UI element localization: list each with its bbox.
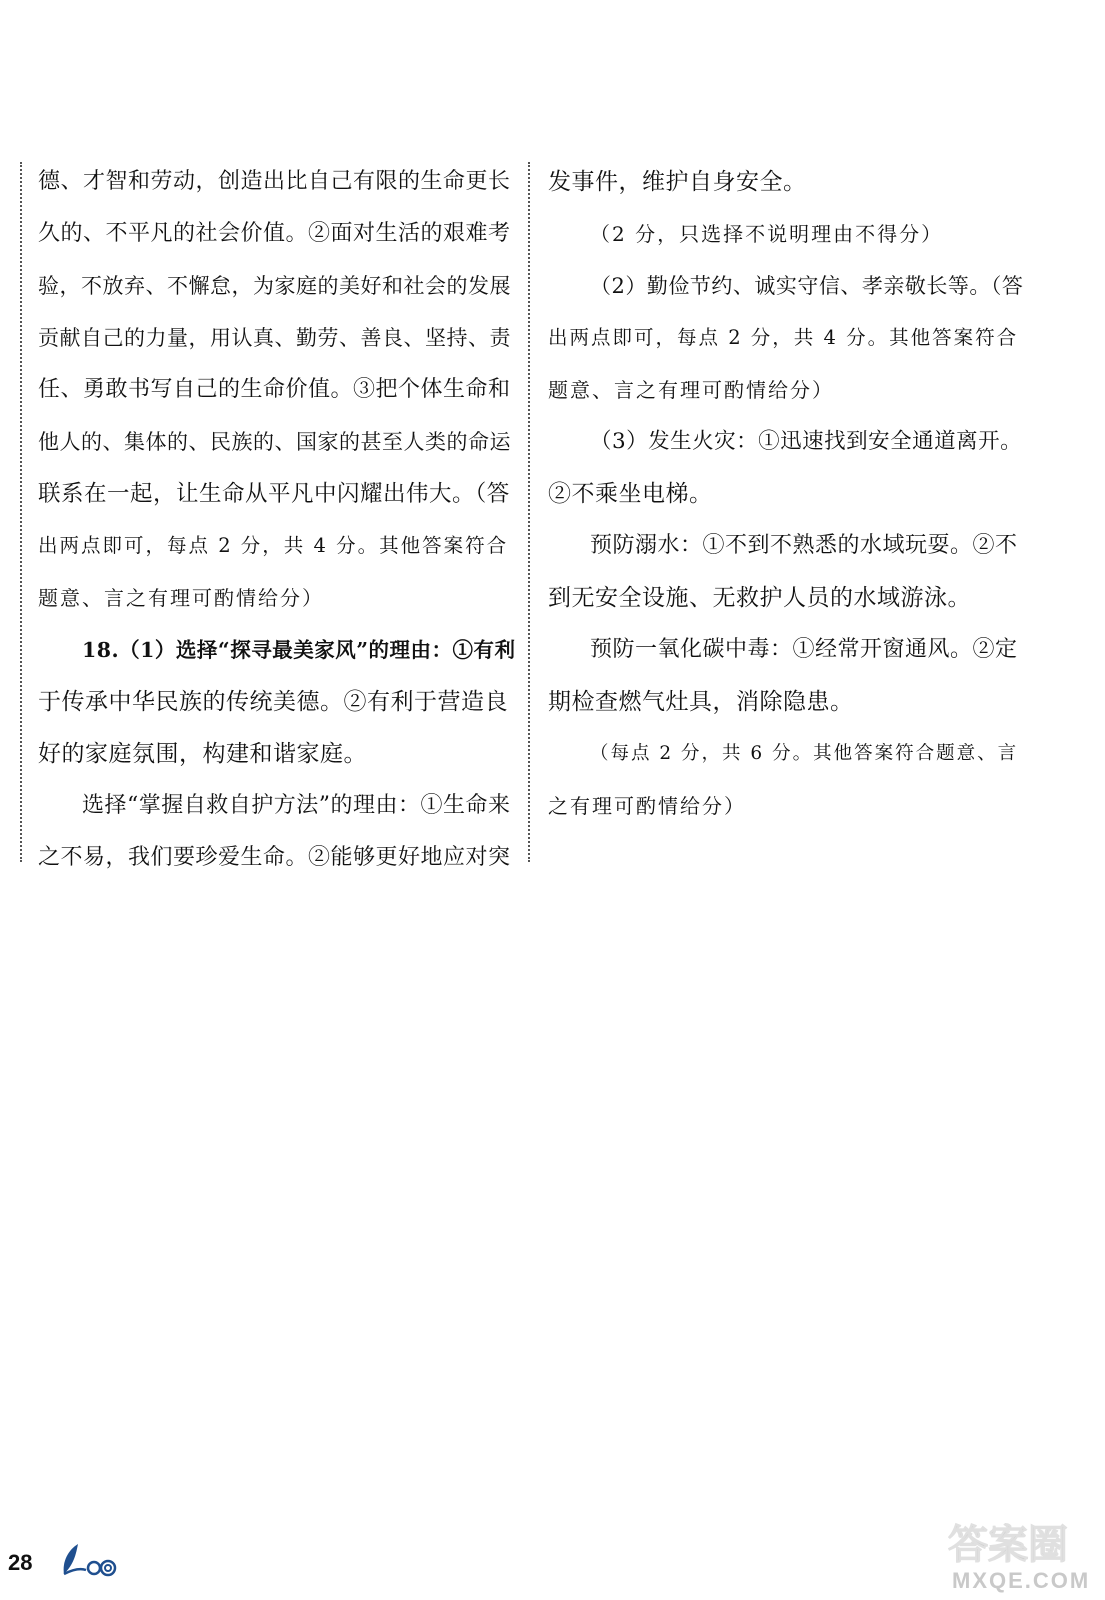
text-line: 之不易，我们要珍爱生命。②能够更好地应对突 — [38, 845, 511, 870]
column-divider-rule — [528, 162, 530, 862]
text-line: 预防溺水：①不到不熟悉的水域玩耍。②不 — [590, 533, 1018, 558]
text-line: 验，不放弃、不懈怠，为家庭的美好和社会的发展 — [38, 274, 511, 298]
scoring-note: （每点 2 分，共 6 分。其他答案符合题意、言 — [590, 743, 1019, 764]
text-line: 他人的、集体的、民族的、国家的甚至人类的命运 — [38, 430, 511, 454]
text-line: （3）发生火灾：①迅速找到安全通道离开。 — [590, 429, 1023, 454]
text-line: 好的家庭氛围，构建和谐家庭。 — [38, 741, 367, 767]
text-line: 贡献自己的力量，用认真、勤劳、善良、坚持、责 — [38, 326, 511, 350]
question-18-heading: 18.（1）选择“探寻最美家风”的理由：①有利 — [82, 638, 516, 662]
text-line: 联系在一起，让生命从平凡中闪耀出伟大。（答 — [38, 481, 510, 507]
text-line: 德、才智和劳动，创造出比自己有限的生命更长 — [38, 169, 511, 194]
scoring-note: 题意、言之有理可酌情给分） — [548, 378, 834, 402]
text-line: 于传承中华民族的传统美德。②有利于营造良 — [38, 689, 508, 715]
text-line: 选择“掌握自救自护方法”的理由：①生命来 — [82, 793, 511, 818]
watermark-text: MXQE.COM — [952, 1568, 1091, 1593]
text-line: ②不乘坐电梯。 — [548, 481, 713, 507]
text-line: 期检查燃气灶具，消除隐患。 — [548, 689, 854, 715]
text-line: 发事件，维护自身安全。 — [548, 169, 807, 195]
text-line: （2）勤俭节约、诚实守信、孝亲敬长等。（答 — [590, 274, 1024, 298]
scoring-note: 题意、言之有理可酌情给分） — [38, 586, 324, 610]
text-line: 任、勇敢书写自己的生命价值。③把个体生命和 — [38, 377, 511, 402]
scoring-note: （2 分，只选择不说明理由不得分） — [590, 222, 944, 246]
page-number: 28 — [8, 1550, 33, 1575]
left-margin-rule — [20, 162, 22, 862]
watermark-logo — [948, 1518, 1098, 1568]
text-line: 到无安全设施、无救护人员的水域游泳。 — [548, 585, 971, 611]
text-line: 久的、不平凡的社会价值。②面对生活的艰难考 — [38, 221, 511, 246]
leaf-swirl-icon — [58, 1540, 120, 1580]
svg-text:答案圈: 答案圈 — [948, 1522, 1068, 1568]
text-line: 预防一氧化碳中毒：①经常开窗通风。②定 — [590, 637, 1018, 662]
scoring-note: 之有理可酌情给分） — [548, 794, 746, 818]
scoring-note: 出两点即可，每点 2 分，共 4 分。其他答案符合 — [548, 326, 1019, 349]
scoring-note: 出两点即可，每点 2 分，共 4 分。其他答案符合 — [38, 534, 509, 557]
